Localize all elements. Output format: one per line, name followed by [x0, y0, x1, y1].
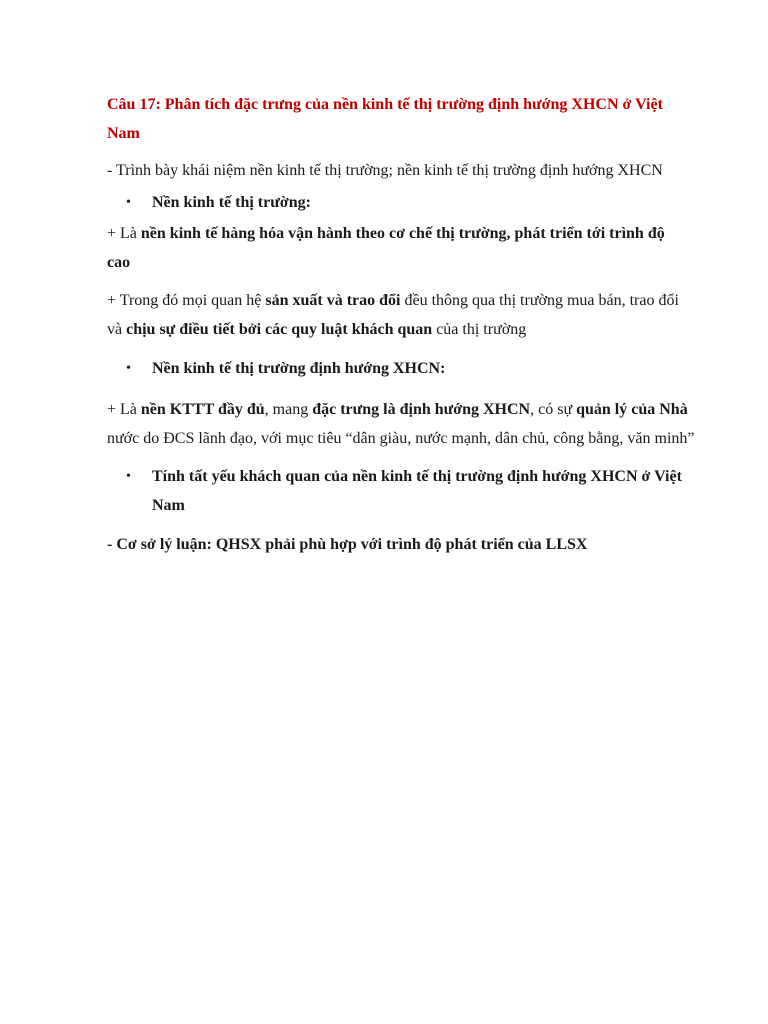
bold-text: sản xuất và trao đổi — [265, 292, 401, 309]
bullet-dot: • — [126, 195, 131, 210]
section1-p1-line1 — [107, 224, 665, 244]
bold-text: nền KTTT đầy đủ — [140, 401, 265, 418]
plain-text: của thị trường — [432, 321, 527, 338]
plain-text: đều thông qua thị trường mua bán, trao đổi — [400, 292, 679, 309]
section3-heading-line1: Tính tất yếu khách quan của nền kinh tế thị trường định hướng XHCN ở Việt — [152, 468, 682, 485]
basis-text: - Cơ sở lý luận: QHSX phải phù hợp với trình độ phát triển của LLSX — [107, 536, 588, 553]
section2-heading: Nền kinh tế thị trường định hướng XHCN: — [152, 360, 446, 377]
section3-heading-line2: Nam — [152, 497, 185, 514]
bold-text: chịu sự điều tiết bởi các quy luật khách quan — [126, 321, 433, 338]
section2-p1-line1 — [107, 400, 688, 420]
bold-text: đặc trưng là định hướng XHCN — [312, 401, 531, 418]
intro-text: - Trình bày khái niệm nền kinh tế thị trường; nền kinh tế thị trường định hướng XHCN — [107, 162, 663, 179]
plain-text: + Trong đó mọi quan hệ — [107, 292, 266, 309]
section1-p2-line1 — [107, 291, 679, 311]
plain-text: , có sự — [530, 401, 577, 418]
plain-text: , mang — [264, 401, 313, 418]
plain-text: và — [107, 321, 127, 338]
question-title-line1: Câu 17: Phân tích đặc trưng của nền kinh tế thị trường định hướng XHCN ở Việt — [107, 96, 663, 113]
section2-p1-line2: nước do ĐCS lãnh đạo, với mục tiêu “dân giàu, nước mạnh, dân chủ, công bằng, văn minh” — [107, 430, 695, 447]
section1-p2-line2 — [107, 320, 526, 340]
section1-p1-line2: cao — [107, 254, 131, 271]
bullet-dot: • — [126, 361, 131, 376]
bold-text: quản lý của Nhà — [576, 401, 688, 418]
plain-text: + Là — [107, 401, 141, 418]
question-title-line2: Nam — [107, 125, 140, 142]
bold-text: nền kinh tế hàng hóa vận hành theo cơ chế thị trường, phát triển tới trình độ — [140, 225, 665, 242]
bullet-dot: • — [126, 469, 131, 484]
plain-text: + Là — [107, 225, 141, 242]
section1-heading: Nền kinh tế thị trường: — [152, 194, 311, 211]
